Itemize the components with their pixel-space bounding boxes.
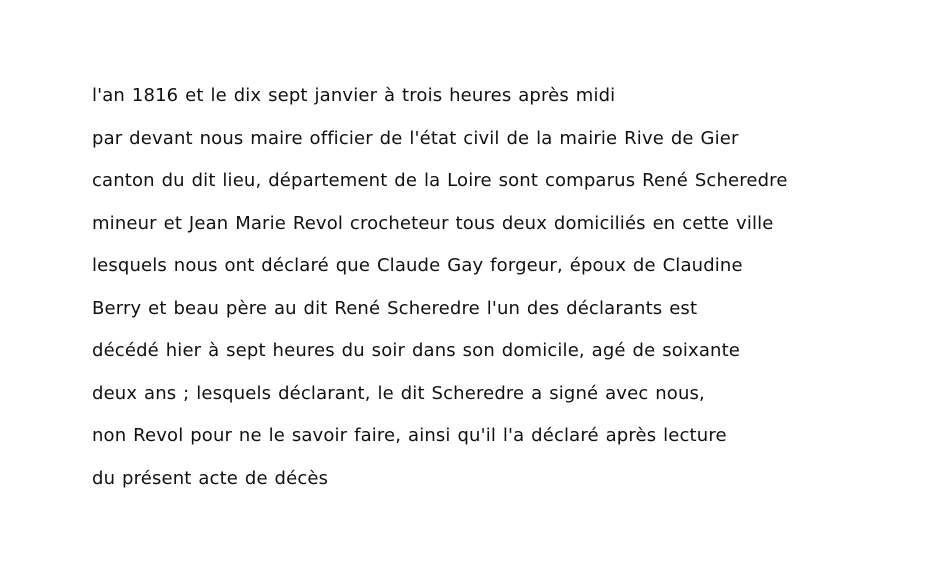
text-line-1: l'an 1816 et le dix sept janvier à trois heures après midi — [92, 85, 616, 106]
text-line-9: non Revol pour ne le savoir faire, ainsi qu'il l'a déclaré après lecture — [92, 425, 727, 446]
text-line-6: Berry et beau père au dit René Scheredre l'un des déclarants est — [92, 297, 698, 319]
text-line-5: lesquels nous ont déclaré que Claude Gay forgeur, époux de Claudine — [92, 255, 743, 276]
document-text — [92, 84, 922, 509]
text-line-3: canton du dit lieu, département de la Loire sont comparus René Scheredre — [92, 170, 788, 191]
text-line-2: par devant nous maire officier de l'état civil de la mairie Rive de Gier — [92, 127, 739, 149]
text-line-7: décédé hier à sept heures du soir dans son domicile, agé de soixante — [92, 340, 741, 361]
text-line-10: du présent acte de décès — [92, 467, 329, 489]
text-line-8: deux ans ; lesquels déclarant, le dit Scheredre a signé avec nous, — [92, 382, 705, 404]
text-line-4: mineur et Jean Marie Revol crocheteur tous deux domiciliés en cette ville — [92, 212, 774, 234]
